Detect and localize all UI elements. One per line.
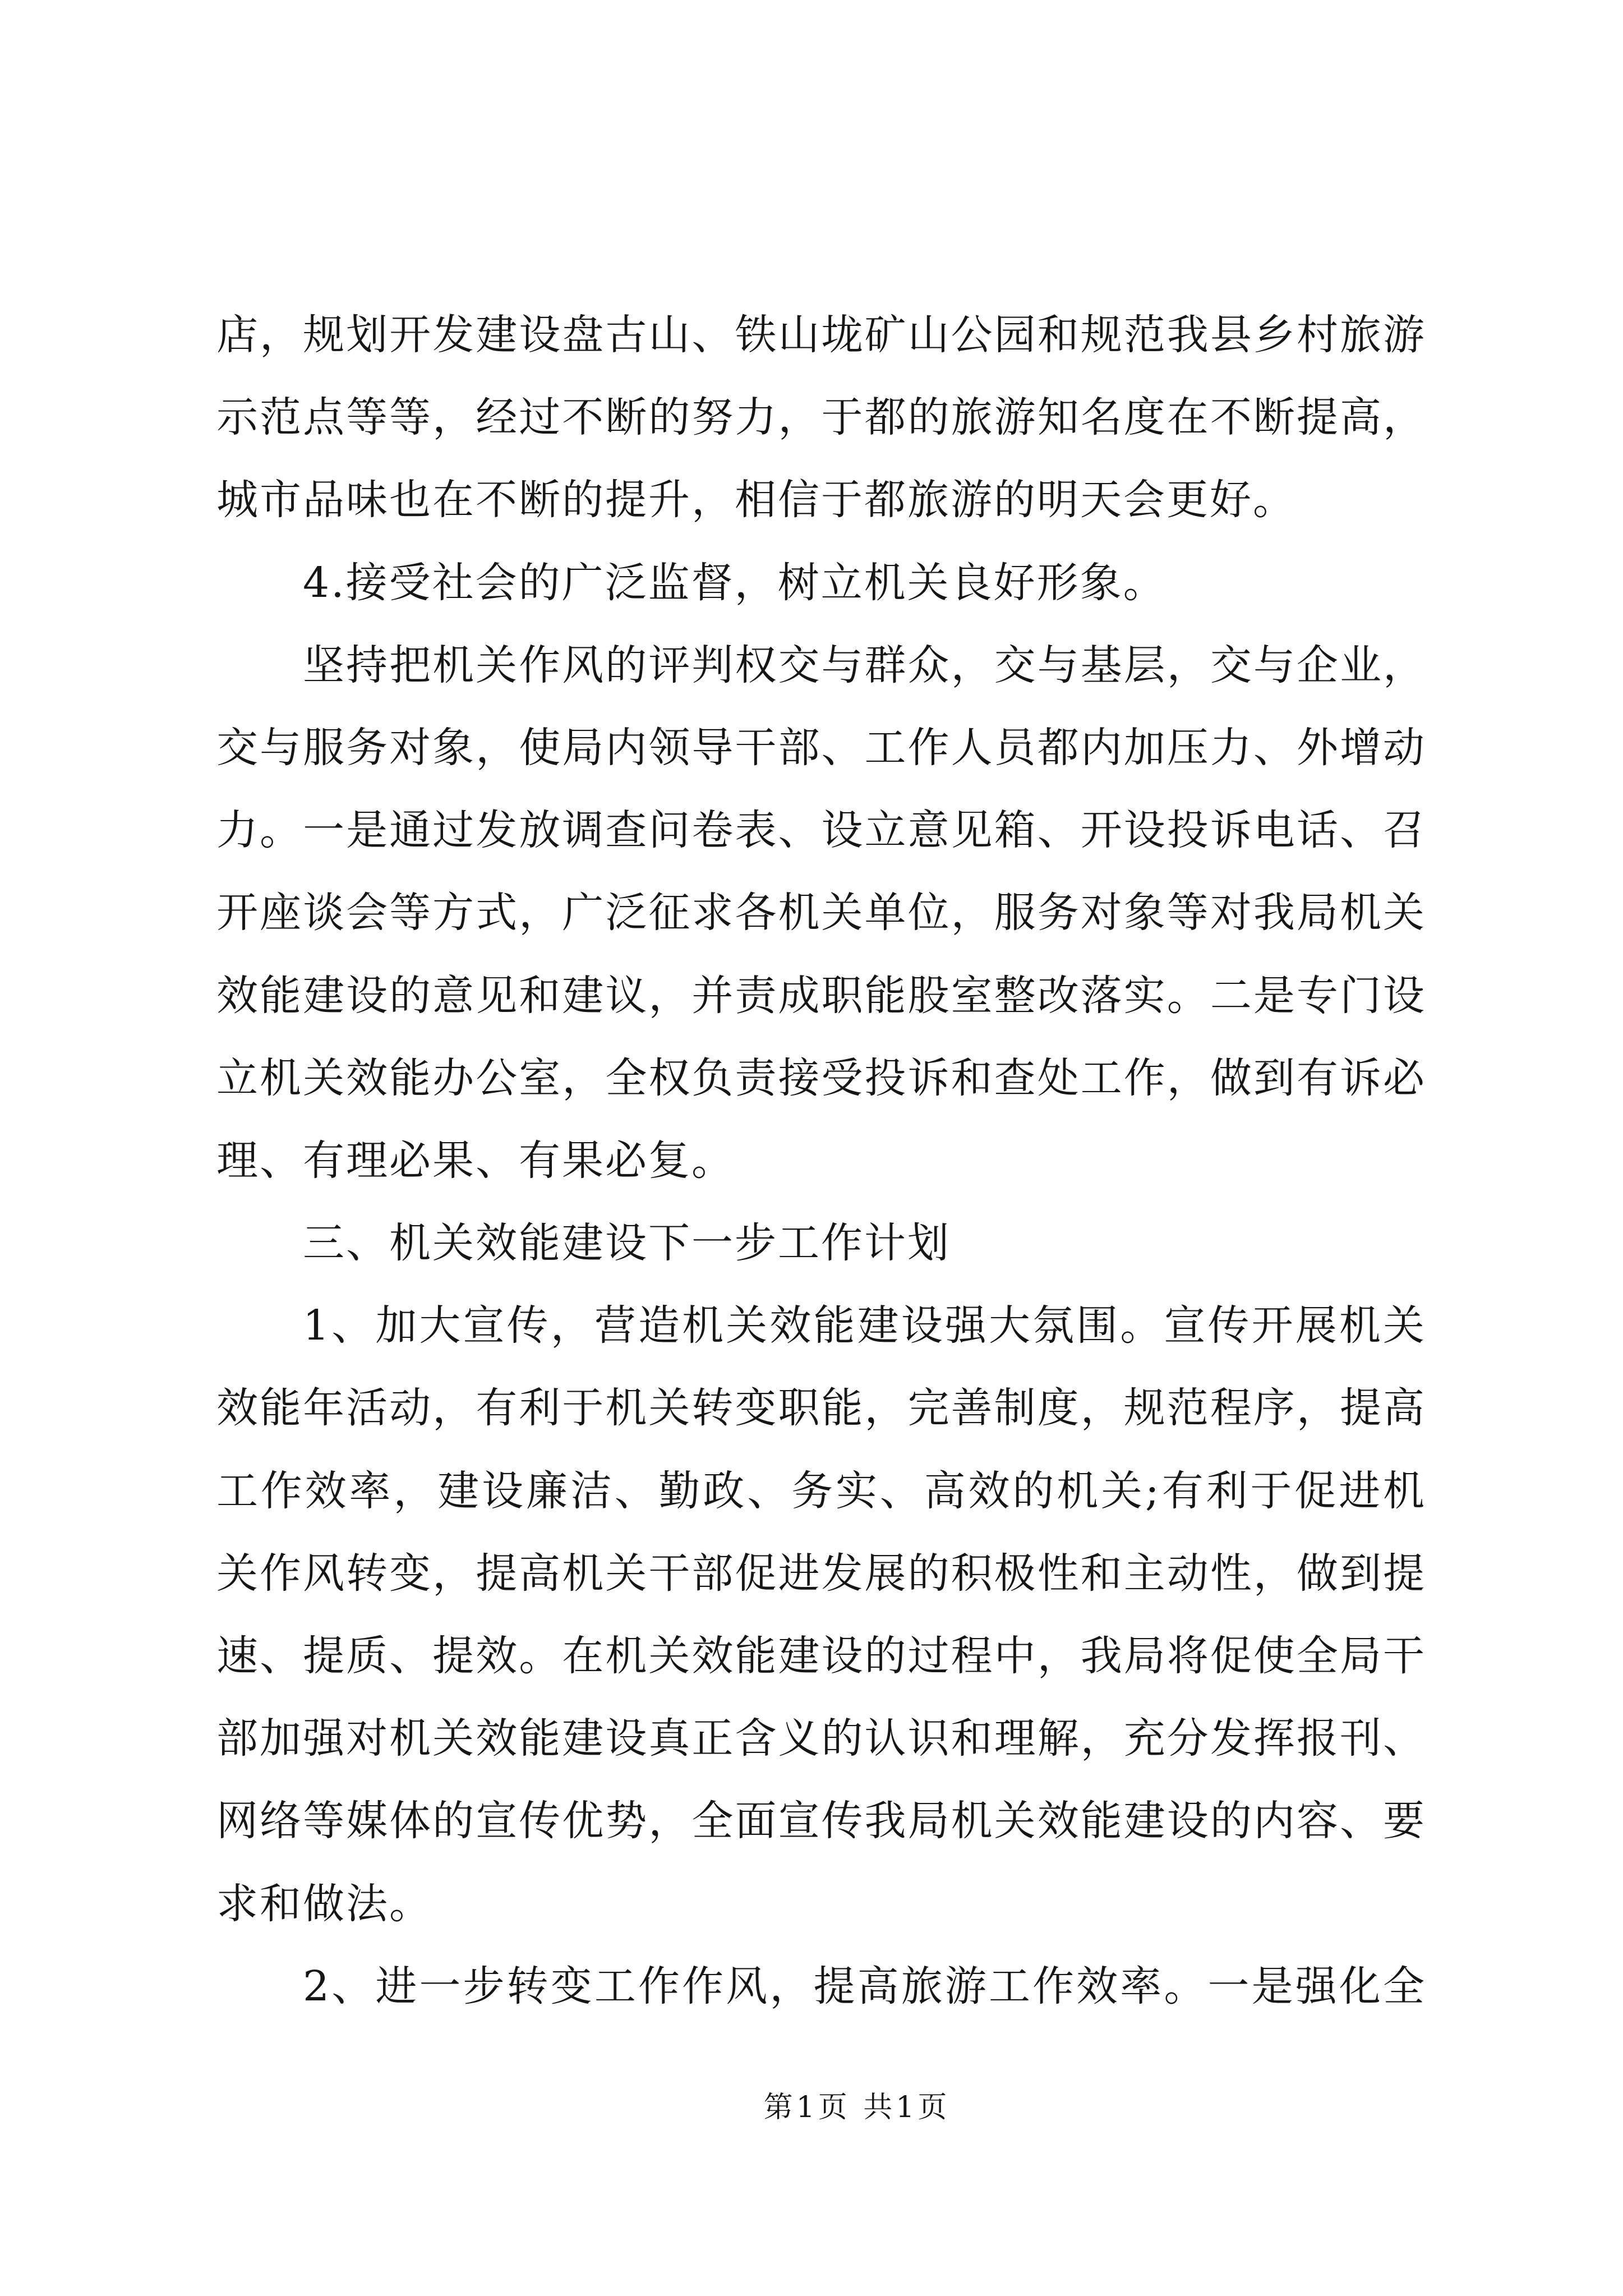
text-line: 交与服务对象，使局内领导干部、工作人员都内加压力、外增动 (216, 723, 1424, 772)
text-line: 坚持把机关作风的评判权交与群众，交与基层，交与企业， (303, 641, 1424, 689)
subheading-line: 4.接受社会的广泛监督，树立机关良好形象。 (303, 558, 1166, 607)
text-line: 关作风转变，提高机关干部促进发展的积极性和主动性，做到提 (216, 1549, 1424, 1598)
document-body (216, 294, 1424, 2028)
text-line: 求和做法。 (216, 1879, 432, 1928)
text-line: 立机关效能办公室，全权负责接受投诉和查处工作，做到有诉必 (216, 1053, 1424, 1102)
paragraph (216, 624, 1424, 1202)
text-line: 网络等媒体的宣传优势，全面宣传我局机关效能建设的内容、要 (216, 1797, 1424, 1846)
text-line: 效能建设的意见和建议，并责成职能股室整改落实。二是专门设 (216, 971, 1424, 1020)
section-heading-line: 三、机关效能建设下一步工作计划 (303, 1219, 951, 1268)
paragraph (216, 1945, 1424, 2028)
text-line: 示范点等等，经过不断的努力，于都的旅游知名度在不断提高， (216, 393, 1424, 442)
text-line: 部加强对机关效能建设真正含义的认识和理解，充分发挥报刊、 (216, 1714, 1424, 1763)
paragraph (216, 294, 1424, 542)
subheading (216, 542, 1424, 624)
text-line: 店，规划开发建设盘古山、铁山垅矿山公园和规范我县乡村旅游 (216, 311, 1424, 359)
text-line: 2、进一步转变工作作风，提高旅游工作效率。一是强化全 (303, 1962, 1424, 2010)
text-line: 城市品味也在不断的提升，相信于都旅游的明天会更好。 (216, 476, 1296, 524)
text-line: 速、提质、提效。在机关效能建设的过程中，我局将促使全局干 (216, 1632, 1424, 1680)
page-number-label: 第1页 共1页 (763, 2091, 951, 2124)
text-line: 工作效率，建设廉洁、勤政、务实、高效的机关;有利于促进机 (216, 1466, 1424, 1515)
text-line: 理、有理必果、有果必复。 (216, 1136, 735, 1185)
text-line: 效能年活动，有利于机关转变职能，完善制度，规范程序，提高 (216, 1384, 1424, 1433)
text-line: 力。一是通过发放调查问卷表、设立意见箱、开设投诉电话、召 (216, 806, 1424, 855)
page-footer (745, 2091, 969, 2124)
paragraph (216, 1285, 1424, 1945)
text-line: 开座谈会等方式，广泛征求各机关单位，服务对象等对我局机关 (216, 889, 1424, 937)
section-heading (216, 1202, 1424, 1285)
text-line: 1、加大宣传，营造机关效能建设强大氛围。宣传开展机关 (303, 1301, 1424, 1350)
